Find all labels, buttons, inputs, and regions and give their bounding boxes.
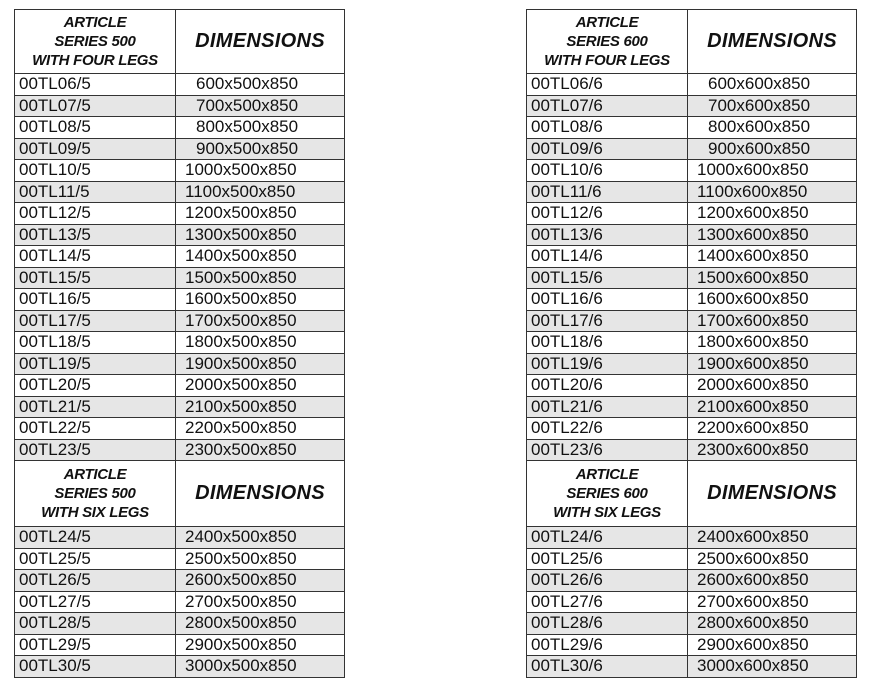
article-code-cell: 00TL24/6 <box>527 527 688 549</box>
article-header-line: SERIES 500 <box>54 485 136 502</box>
dimensions-cell: 2700x500x850 <box>176 591 345 613</box>
table-row <box>527 181 857 203</box>
article-header <box>527 461 688 527</box>
table-row <box>15 656 345 678</box>
dimensions-cell: 1700x500x850 <box>176 310 345 332</box>
article-code-cell: 00TL20/6 <box>527 375 688 397</box>
article-header <box>15 461 176 527</box>
article-code-cell: 00TL26/5 <box>15 570 176 592</box>
article-code-cell: 00TL30/6 <box>527 656 688 678</box>
article-header-line: ARTICLE <box>575 466 639 483</box>
article-code-cell: 00TL19/6 <box>527 353 688 375</box>
table-row <box>527 439 857 461</box>
article-header <box>15 10 176 74</box>
dimensions-cell: 2700x600x850 <box>688 591 857 613</box>
article-header-line: ARTICLE <box>63 14 127 31</box>
article-code-cell: 00TL14/6 <box>527 246 688 268</box>
table-row <box>15 570 345 592</box>
dimensions-cell: 2400x500x850 <box>176 527 345 549</box>
table-header-row <box>15 461 345 527</box>
article-code-cell: 00TL07/5 <box>15 95 176 117</box>
article-header-line: SERIES 600 <box>566 485 648 502</box>
dimensions-cell: 1500x500x850 <box>176 267 345 289</box>
article-code-cell: 00TL25/6 <box>527 548 688 570</box>
article-code-cell: 00TL24/5 <box>15 527 176 549</box>
table-row <box>15 375 345 397</box>
dimensions-cell: 2200x600x850 <box>688 418 857 440</box>
table-row <box>527 310 857 332</box>
article-code-cell: 00TL21/6 <box>527 396 688 418</box>
table-row <box>527 634 857 656</box>
dimensions-cell: 1600x500x850 <box>176 289 345 311</box>
article-code-cell: 00TL22/5 <box>15 418 176 440</box>
table-row <box>15 117 345 139</box>
table-row <box>527 267 857 289</box>
table-row <box>527 203 857 225</box>
table-row <box>527 396 857 418</box>
table-row <box>15 310 345 332</box>
table-row <box>15 418 345 440</box>
article-code-cell: 00TL27/6 <box>527 591 688 613</box>
article-code-cell: 00TL08/6 <box>527 117 688 139</box>
series-600-table <box>526 9 856 678</box>
article-code-cell: 00TL15/5 <box>15 267 176 289</box>
article-code-cell: 00TL25/5 <box>15 548 176 570</box>
article-code-cell: 00TL30/5 <box>15 656 176 678</box>
article-code-cell: 00TL08/5 <box>15 117 176 139</box>
dimensions-cell: 2400x600x850 <box>688 527 857 549</box>
table-row <box>527 224 857 246</box>
table-row <box>527 375 857 397</box>
article-code-cell: 00TL11/6 <box>527 181 688 203</box>
dimensions-cell: 2100x500x850 <box>176 396 345 418</box>
article-code-cell: 00TL23/6 <box>527 439 688 461</box>
table-row <box>527 95 857 117</box>
dimensions-cell: 1300x500x850 <box>176 224 345 246</box>
table-row <box>527 138 857 160</box>
dimensions-header: DIMENSIONS <box>176 10 345 74</box>
dimensions-cell: 2000x600x850 <box>688 375 857 397</box>
table-row <box>527 117 857 139</box>
table-row <box>527 613 857 635</box>
dimensions-cell: 1700x600x850 <box>688 310 857 332</box>
article-code-cell: 00TL29/6 <box>527 634 688 656</box>
series-600-grid <box>526 9 857 678</box>
article-code-cell: 00TL06/6 <box>527 74 688 96</box>
article-code-cell: 00TL22/6 <box>527 418 688 440</box>
table-row <box>15 289 345 311</box>
article-code-cell: 00TL17/5 <box>15 310 176 332</box>
dimensions-cell: 2800x600x850 <box>688 613 857 635</box>
article-code-cell: 00TL09/5 <box>15 138 176 160</box>
article-code-cell: 00TL06/5 <box>15 74 176 96</box>
article-header-line: WITH SIX LEGS <box>553 504 661 521</box>
article-code-cell: 00TL07/6 <box>527 95 688 117</box>
article-code-cell: 00TL18/5 <box>15 332 176 354</box>
dimensions-cell: 2800x500x850 <box>176 613 345 635</box>
dimensions-cell: 1600x600x850 <box>688 289 857 311</box>
table-row <box>15 246 345 268</box>
table-row <box>15 267 345 289</box>
table-row <box>527 418 857 440</box>
dimensions-cell: 600x500x850 <box>176 74 345 96</box>
dimensions-cell: 900x500x850 <box>176 138 345 160</box>
article-code-cell: 00TL12/6 <box>527 203 688 225</box>
dimensions-cell: 1400x500x850 <box>176 246 345 268</box>
table-row <box>15 138 345 160</box>
article-code-cell: 00TL21/5 <box>15 396 176 418</box>
article-header-line: WITH FOUR LEGS <box>544 52 670 69</box>
dimensions-cell: 600x600x850 <box>688 74 857 96</box>
article-code-cell: 00TL28/5 <box>15 613 176 635</box>
table-row <box>527 591 857 613</box>
dimensions-cell: 1000x600x850 <box>688 160 857 182</box>
series-500-table <box>14 9 344 678</box>
dimensions-cell: 1200x600x850 <box>688 203 857 225</box>
article-header-line: SERIES 500 <box>54 33 136 50</box>
article-header-line: ARTICLE <box>63 466 127 483</box>
article-code-cell: 00TL18/6 <box>527 332 688 354</box>
series-500-grid <box>14 9 345 678</box>
table-header-row <box>527 461 857 527</box>
dimensions-cell: 800x600x850 <box>688 117 857 139</box>
dimensions-cell: 700x500x850 <box>176 95 345 117</box>
dimensions-cell: 2900x500x850 <box>176 634 345 656</box>
table-row <box>527 353 857 375</box>
table-row <box>15 95 345 117</box>
article-code-cell: 00TL10/5 <box>15 160 176 182</box>
table-row <box>15 224 345 246</box>
table-row <box>527 74 857 96</box>
table-row <box>15 74 345 96</box>
article-code-cell: 00TL17/6 <box>527 310 688 332</box>
article-code-cell: 00TL27/5 <box>15 591 176 613</box>
table-row <box>527 332 857 354</box>
article-code-cell: 00TL20/5 <box>15 375 176 397</box>
article-code-cell: 00TL16/5 <box>15 289 176 311</box>
table-row <box>527 656 857 678</box>
dimensions-cell: 2300x600x850 <box>688 439 857 461</box>
table-row <box>15 613 345 635</box>
table-row <box>527 548 857 570</box>
dimensions-cell: 2900x600x850 <box>688 634 857 656</box>
article-header-line: ARTICLE <box>575 14 639 31</box>
table-header-row <box>15 10 345 74</box>
table-row <box>527 160 857 182</box>
table-header-row <box>527 10 857 74</box>
dimensions-cell: 1200x500x850 <box>176 203 345 225</box>
article-code-cell: 00TL23/5 <box>15 439 176 461</box>
table-row <box>15 439 345 461</box>
article-header-line: WITH SIX LEGS <box>41 504 149 521</box>
table-row <box>15 353 345 375</box>
dimensions-cell: 2500x600x850 <box>688 548 857 570</box>
dimensions-cell: 1400x600x850 <box>688 246 857 268</box>
article-code-cell: 00TL26/6 <box>527 570 688 592</box>
dimensions-cell: 1100x600x850 <box>688 181 857 203</box>
dimensions-cell: 800x500x850 <box>176 117 345 139</box>
table-row <box>527 289 857 311</box>
table-row <box>15 591 345 613</box>
table-row <box>15 332 345 354</box>
dimensions-cell: 1800x600x850 <box>688 332 857 354</box>
table-row <box>15 548 345 570</box>
article-code-cell: 00TL15/6 <box>527 267 688 289</box>
dimensions-header: DIMENSIONS <box>176 461 345 527</box>
article-code-cell: 00TL13/5 <box>15 224 176 246</box>
table-row <box>527 246 857 268</box>
article-header <box>527 10 688 74</box>
article-code-cell: 00TL11/5 <box>15 181 176 203</box>
dimensions-cell: 900x600x850 <box>688 138 857 160</box>
article-code-cell: 00TL19/5 <box>15 353 176 375</box>
dimensions-cell: 1900x500x850 <box>176 353 345 375</box>
table-row <box>15 527 345 549</box>
table-row <box>15 634 345 656</box>
table-row <box>527 570 857 592</box>
dimensions-header: DIMENSIONS <box>688 10 857 74</box>
dimensions-header: DIMENSIONS <box>688 461 857 527</box>
dimensions-cell: 2600x500x850 <box>176 570 345 592</box>
dimensions-cell: 1100x500x850 <box>176 181 345 203</box>
dimensions-cell: 1500x600x850 <box>688 267 857 289</box>
article-code-cell: 00TL12/5 <box>15 203 176 225</box>
dimensions-cell: 2600x600x850 <box>688 570 857 592</box>
article-code-cell: 00TL14/5 <box>15 246 176 268</box>
dimensions-cell: 1300x600x850 <box>688 224 857 246</box>
article-code-cell: 00TL10/6 <box>527 160 688 182</box>
dimensions-cell: 2300x500x850 <box>176 439 345 461</box>
dimensions-cell: 1000x500x850 <box>176 160 345 182</box>
table-row <box>527 527 857 549</box>
article-header-line: WITH FOUR LEGS <box>32 52 158 69</box>
table-row <box>15 160 345 182</box>
dimensions-cell: 700x600x850 <box>688 95 857 117</box>
table-row <box>15 181 345 203</box>
dimensions-cell: 2100x600x850 <box>688 396 857 418</box>
dimensions-cell: 2500x500x850 <box>176 548 345 570</box>
article-code-cell: 00TL13/6 <box>527 224 688 246</box>
dimensions-cell: 1800x500x850 <box>176 332 345 354</box>
dimensions-cell: 3000x500x850 <box>176 656 345 678</box>
dimensions-cell: 2000x500x850 <box>176 375 345 397</box>
table-row <box>15 203 345 225</box>
dimensions-cell: 3000x600x850 <box>688 656 857 678</box>
article-code-cell: 00TL09/6 <box>527 138 688 160</box>
dimensions-cell: 2200x500x850 <box>176 418 345 440</box>
article-code-cell: 00TL29/5 <box>15 634 176 656</box>
article-code-cell: 00TL28/6 <box>527 613 688 635</box>
dimensions-cell: 1900x600x850 <box>688 353 857 375</box>
article-code-cell: 00TL16/6 <box>527 289 688 311</box>
article-header-line: SERIES 600 <box>566 33 648 50</box>
table-row <box>15 396 345 418</box>
